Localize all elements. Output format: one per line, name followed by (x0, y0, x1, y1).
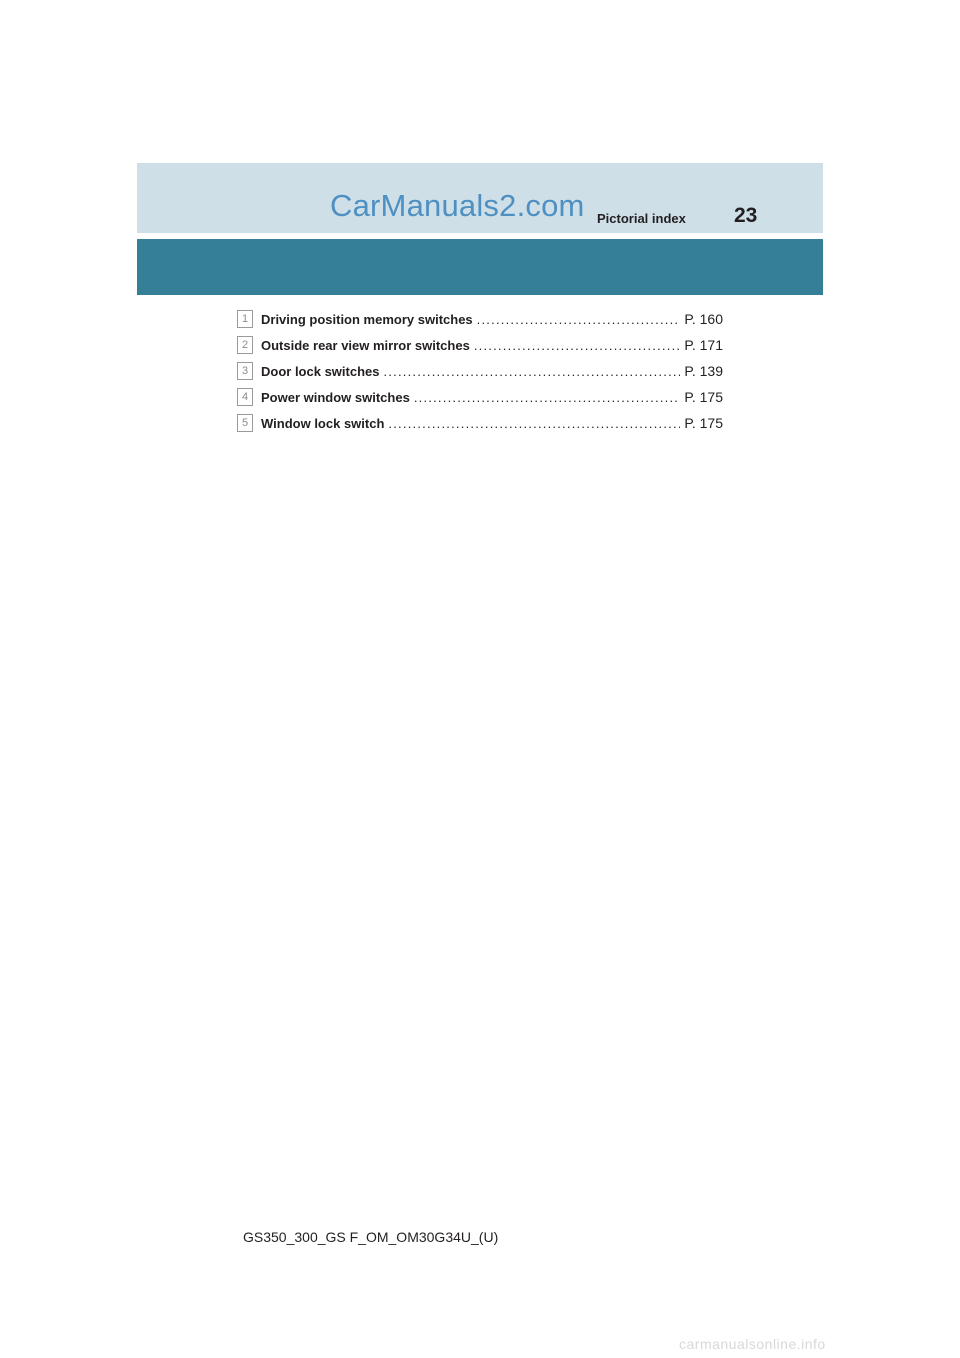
pictorial-index-list (237, 306, 723, 436)
page-reference-link[interactable]: P. 175 (684, 415, 723, 431)
item-label: Power window switches (261, 389, 410, 405)
footer-watermark-link[interactable]: carmanualsonline.info (679, 1336, 826, 1352)
item-number-badge: 1 (237, 310, 253, 328)
header-band-dark (137, 239, 823, 295)
watermark-link[interactable]: CarManuals2.com (330, 188, 585, 223)
item-number-badge: 5 (237, 414, 253, 432)
item-number-badge: 4 (237, 388, 253, 406)
list-item[interactable] (237, 306, 723, 332)
dot-leader (388, 416, 680, 431)
list-item[interactable] (237, 384, 723, 410)
item-label: Driving position memory switches (261, 311, 473, 327)
list-item[interactable] (237, 358, 723, 384)
item-label: Door lock switches (261, 363, 380, 379)
dot-leader (477, 312, 681, 327)
dot-leader (383, 364, 680, 379)
item-number-badge: 3 (237, 362, 253, 380)
document-code: GS350_300_GS F_OM_OM30G34U_(U) (243, 1229, 499, 1245)
dot-leader (474, 338, 681, 353)
page-number: 23 (734, 204, 758, 227)
item-number-badge: 2 (237, 336, 253, 354)
page-reference-link[interactable]: P. 139 (684, 363, 723, 379)
section-title: Pictorial index (597, 211, 686, 226)
list-item[interactable] (237, 332, 723, 358)
page-reference-link[interactable]: P. 171 (684, 337, 723, 353)
item-label: Window lock switch (261, 415, 385, 431)
page-reference-link[interactable]: P. 175 (684, 389, 723, 405)
item-label: Outside rear view mirror switches (261, 337, 470, 353)
dot-leader (414, 390, 681, 405)
list-item[interactable] (237, 410, 723, 436)
page-reference-link[interactable]: P. 160 (684, 311, 723, 327)
